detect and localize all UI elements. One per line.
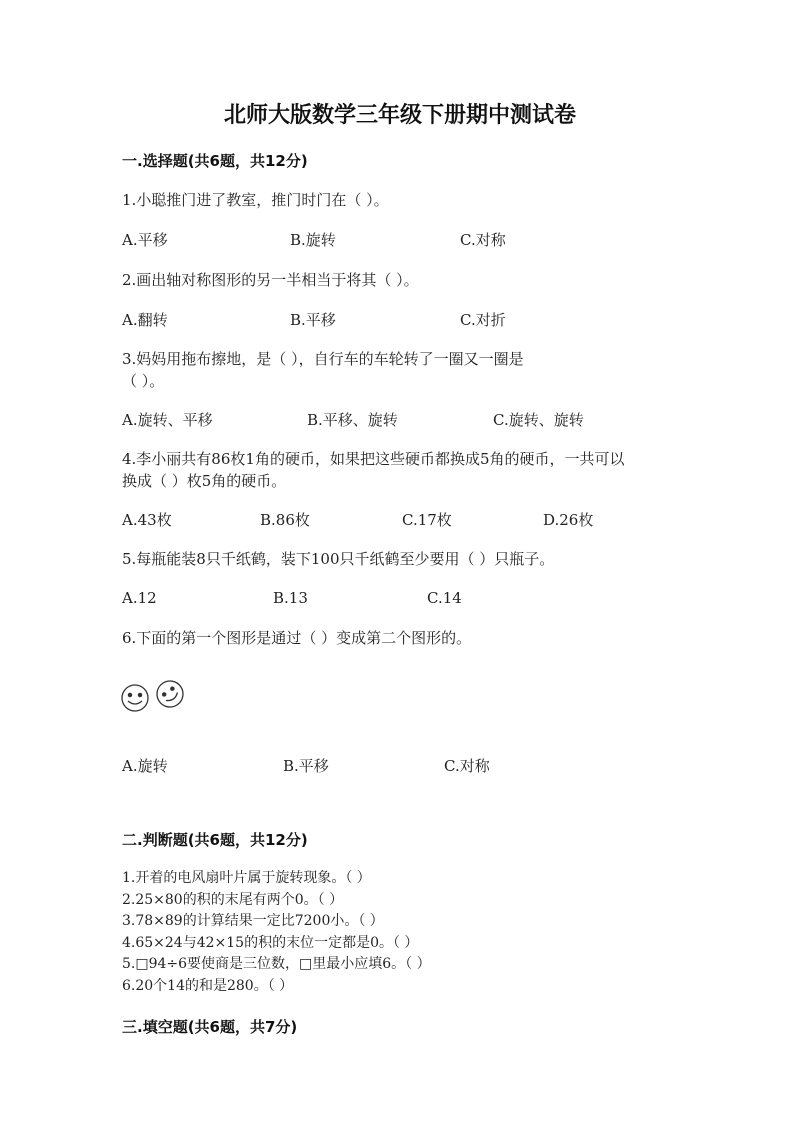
smiley-face-icon [122, 685, 148, 711]
question-3-line2: （ ）。 [122, 372, 165, 390]
q1-option-b: B.旋转 [290, 231, 336, 249]
q3-option-a: A.旋转、平移 [122, 411, 213, 429]
q6-option-a: A.旋转 [122, 757, 168, 775]
question-4-line2: 换成（ ）枚5角的硬币。 [122, 472, 287, 490]
question-6: 6.下面的第一个图形是通过（ ）变成第二个图形的。 [122, 629, 472, 647]
q4-option-c: C.17枚 [402, 511, 452, 529]
q3-option-c: C.旋转、旋转 [493, 411, 584, 429]
q5-option-b: B.13 [273, 589, 308, 607]
q2-option-c: C.对折 [460, 311, 506, 329]
q4-option-b: B.86枚 [260, 511, 310, 529]
question-4-line1: 4.李小丽共有86枚1角的硬币，如果把这些硬币都换成5角的硬币，一共可以 [122, 450, 625, 468]
smiley-faces-figure [118, 676, 190, 718]
tf-item-4: 4.65×24与42×15的积的末位一定都是0。（ ） [122, 934, 419, 951]
q2-option-a: A.翻转 [122, 311, 168, 329]
tf-item-3: 3.78×89的计算结果一定比7200小。（ ） [122, 913, 384, 929]
tf-item-1: 1.开着的电风扇叶片属于旋转现象。（ ） [122, 870, 371, 886]
q6-option-b: B.平移 [283, 757, 329, 775]
page-title: 北师大版数学三年级下册期中测试卷 [223, 103, 576, 128]
question-1: 1.小聪推门进了教室，推门时门在（ ）。 [122, 191, 389, 209]
tf-item-5: 5.□94÷6要使商是三位数，□里最小应填6。（ ） [122, 956, 431, 972]
question-2: 2.画出轴对称图形的另一半相当于将其（ ）。 [122, 271, 419, 289]
q2-option-b: B.平移 [290, 311, 336, 329]
question-5: 5.每瓶能装8只千纸鹤，装下100只千纸鹤至少要用（ ）只瓶子。 [122, 550, 555, 568]
rotated-smiley-face-icon [152, 676, 188, 712]
q6-option-c: C.对称 [444, 757, 490, 775]
section-heading-true-false: 二.判断题(共6题，共12分) [122, 831, 308, 849]
section-heading-fill-blank: 三.填空题(共6题，共7分) [122, 1018, 298, 1036]
section-heading-choice: 一.选择题(共6题，共12分) [122, 152, 308, 170]
q3-option-b: B.平移、旋转 [307, 411, 398, 429]
q5-option-c: C.14 [427, 589, 462, 607]
true-false-list [122, 868, 431, 997]
q4-option-a: A.43枚 [122, 511, 172, 529]
question-3-line1: 3.妈妈用拖布擦地，是（ ），自行车的车轮转了一圈又一圈是 [122, 350, 524, 368]
tf-item-2: 2.25×80的积的末尾有两个0。（ ） [122, 891, 344, 908]
q1-option-a: A.平移 [122, 231, 168, 249]
tf-item-6: 6.20个14的和是280。（ ） [122, 977, 294, 994]
q1-option-c: C.对称 [460, 231, 506, 249]
q5-option-a: A.12 [122, 589, 157, 607]
q4-option-d: D.26枚 [543, 511, 594, 529]
